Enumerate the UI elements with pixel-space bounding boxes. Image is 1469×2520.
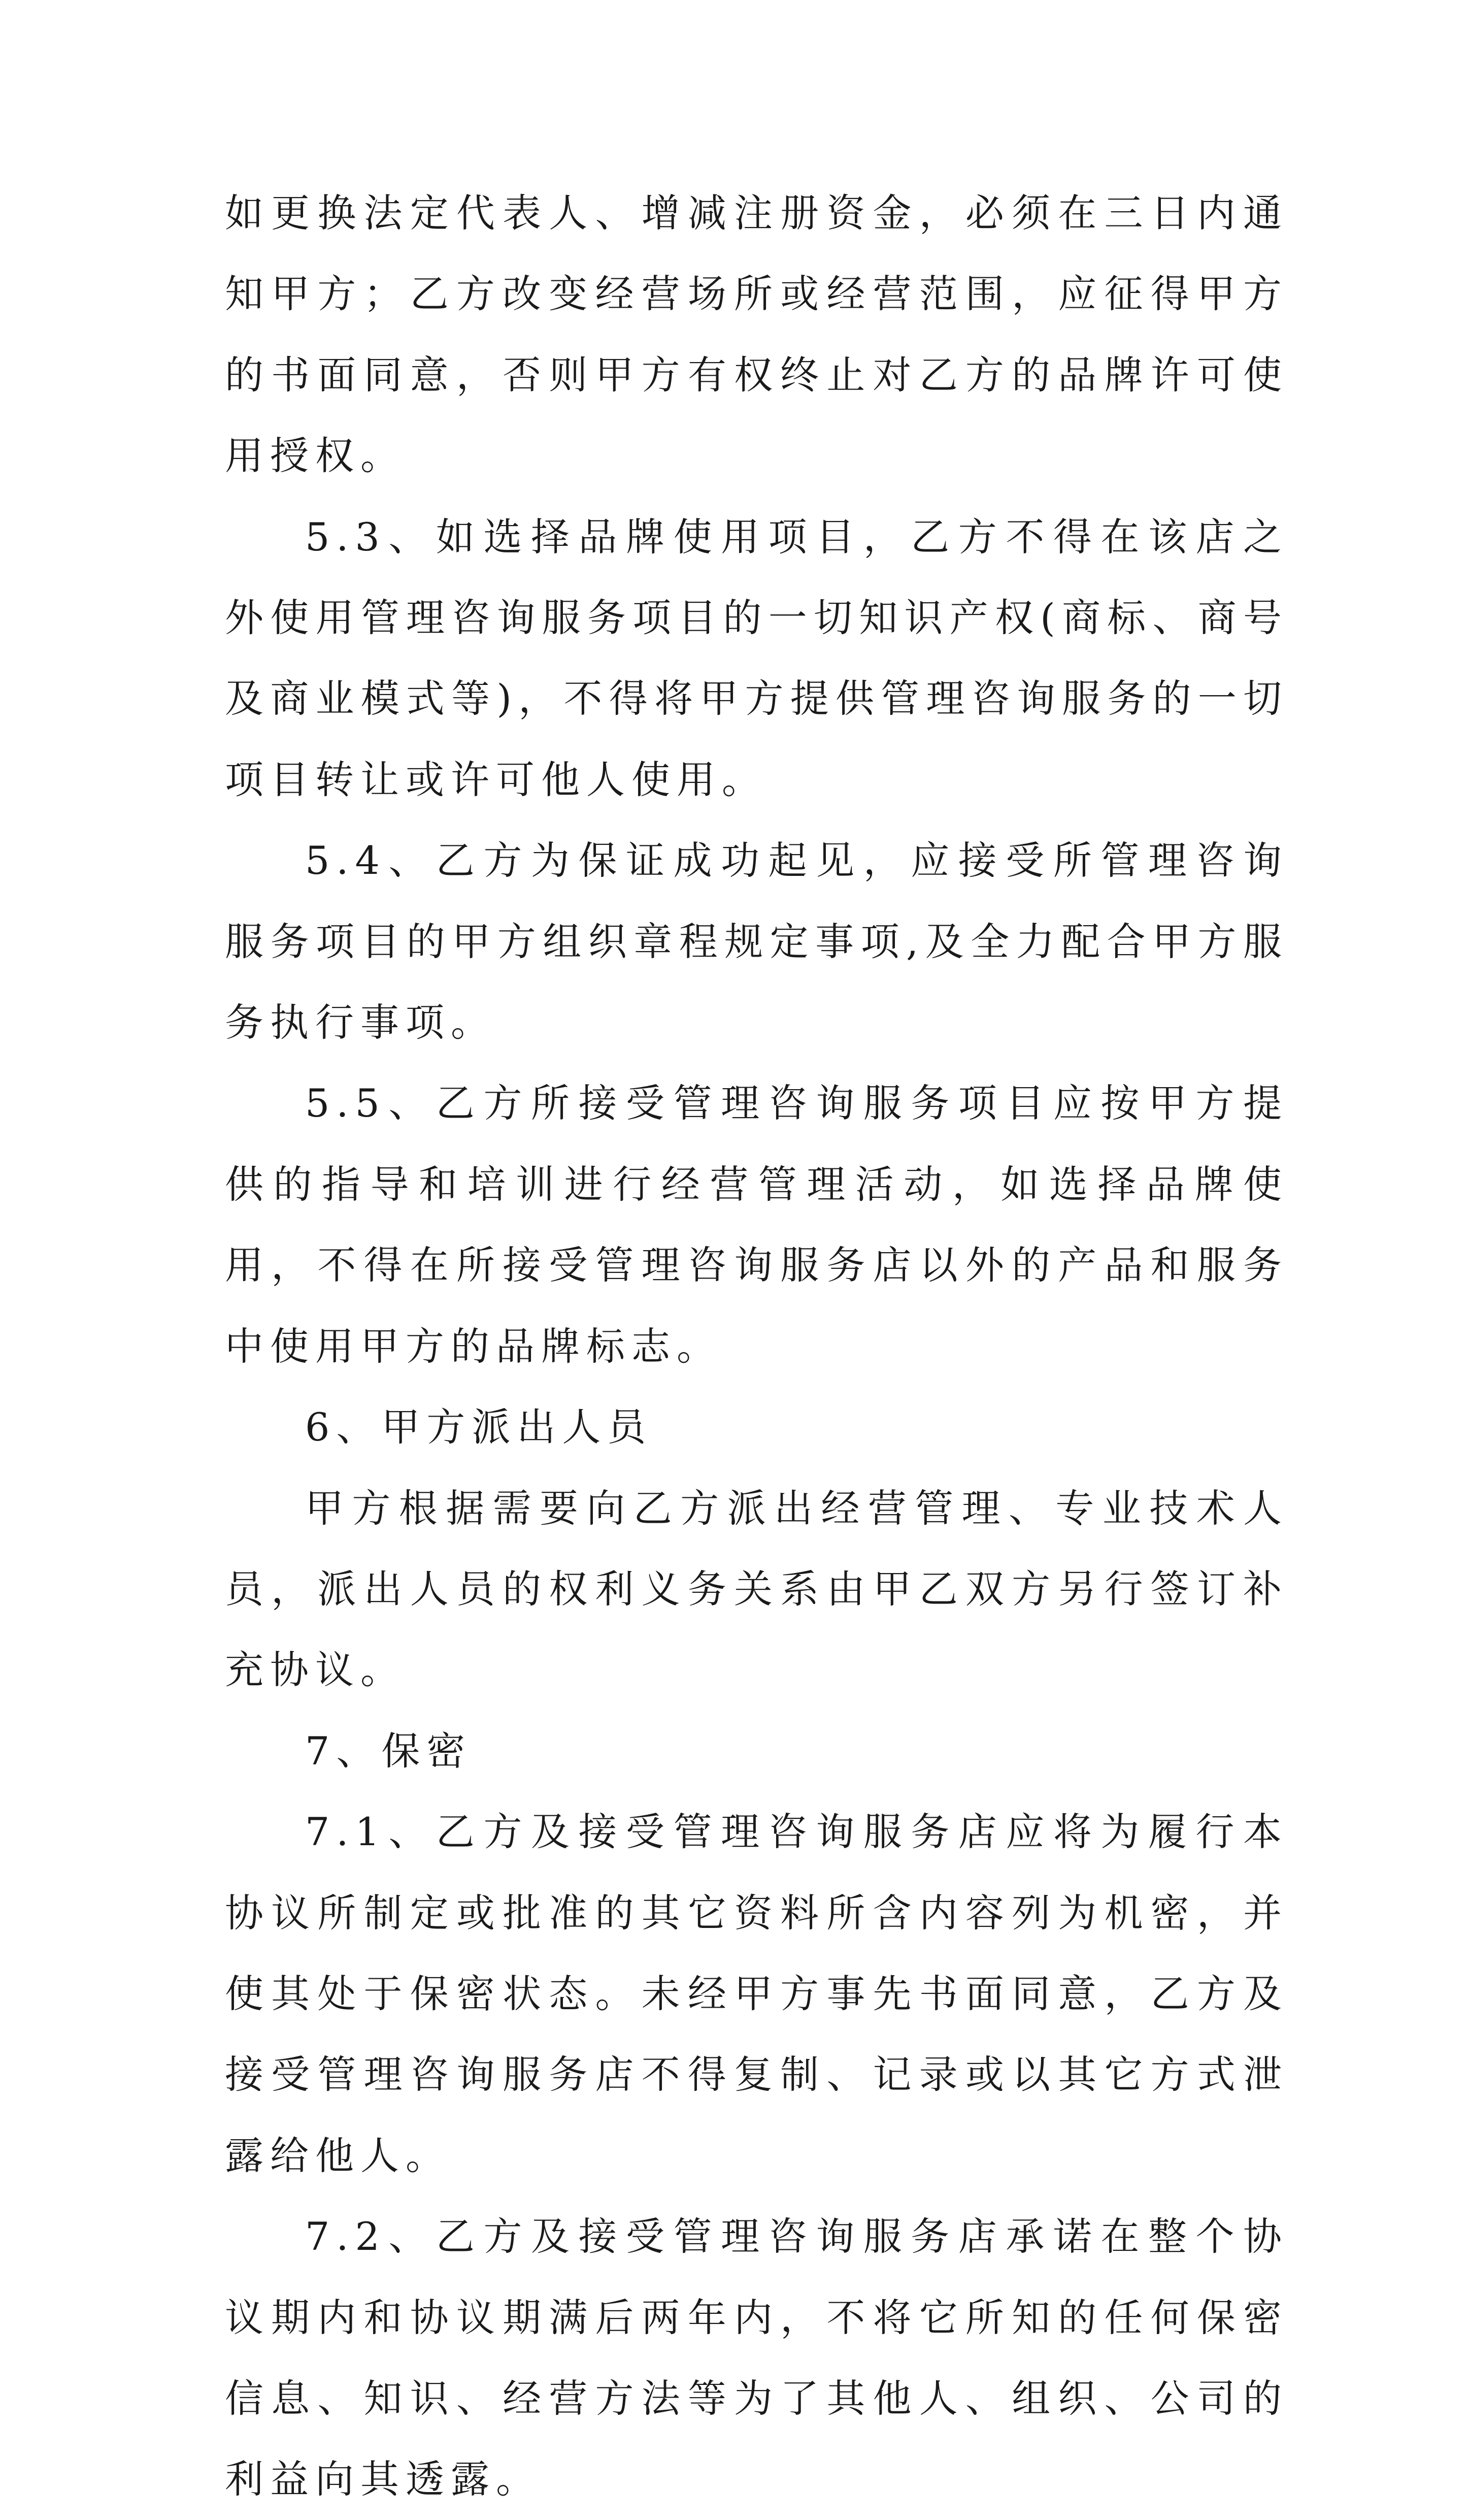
section-heading-6: 6、甲方派出人员 — [305, 1404, 653, 1450]
paragraph-5-3: 5.3、如选择品牌使用项目，乙方不得在该店之外使用管理咨询服务项目的一切知识产权(商标、商号及商业模式等)，不得将甲方提供管理咨询服务的一切项目转让或许可他人使用。 — [225, 514, 1288, 802]
document-body — [225, 173, 1288, 2520]
paragraph-5-5: 5.5、乙方所接受管理咨询服务项目应按甲方提供的指导和培训进行经营管理活动，如选择品牌使用，不得在所接受管理咨询服务店以外的产品和服务中使用甲方的品牌标志。 — [225, 1081, 1288, 1369]
paragraph-6: 甲方根据需要向乙方派出经营管理、专业技术人员，派出人员的权利义务关系由甲乙双方另行签订补充协议。 — [225, 1485, 1288, 1693]
paragraph-5-4: 5.4、乙方为保证成功起见，应接受所管理咨询服务项目的甲方组织章程规定事项,及全力配合甲方服务执行事项。 — [225, 838, 1288, 1045]
paragraph-7-2: 7.2、乙方及接受管理咨询服务店承诺在整个协议期内和协议期满后两年内，不将它所知的任何保密信息、知识、经营方法等为了其他人、组织、公司的利益向其透露。 — [225, 2214, 1288, 2502]
paragraph-7-1: 7.1、乙方及接受管理咨询服务店应将为履行本协议所制定或批准的其它资料所含内容列为机密，并使其处于保密状态。未经甲方事先书面同意，乙方及接受管理咨询服务店不得复制、记录或以其它方式泄露给他人。 — [225, 1809, 1288, 2178]
section-heading-7: 7、保密 — [305, 1728, 472, 1774]
paragraph-1: 如更换法定代表人、增减注册资金，必须在三日内通知甲方；乙方改变经营场所或经营范围，应征得甲方的书面同意，否则甲方有权终止对乙方的品牌许可使用授权。 — [225, 190, 1288, 479]
